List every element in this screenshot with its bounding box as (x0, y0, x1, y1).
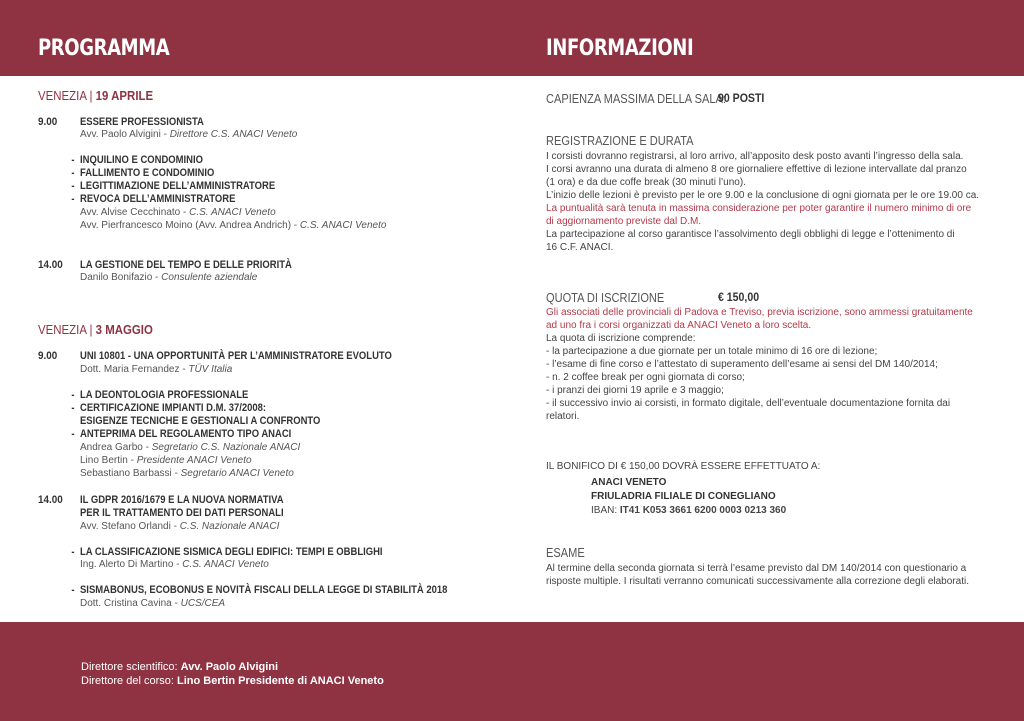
scientific-director: Direttore scientifico: Avv. Paolo Alvigini (81, 661, 279, 673)
fee-line: La quota di iscrizione comprende: (546, 333, 696, 344)
day1-slot2-topic-1: - INQUILINO E CONDOMINIO (80, 154, 203, 167)
day2-date: 3 MAGGIO (95, 322, 153, 337)
registration-line: L’inizio delle lezioni è previsto per le ore 9.00 e la conclusione di ogni giornata per le ore 19.00 ca. (546, 190, 980, 201)
programma-title: PROGRAMMA (38, 36, 170, 61)
day2-slot1-time: 9.00 (38, 350, 58, 362)
fee-line: - l’esame di fine corso e l’attestato di superamento dell’esame ai sensi del DM 140/2014; (546, 359, 938, 370)
registration-line: I corsi avranno una durata di almeno 8 ore giornaliere effettive di lezione intervallate dal pranzo (546, 164, 967, 175)
day1-city: VENEZIA (38, 88, 87, 103)
fee-note: Gli associati delle provinciali di Padova e Treviso, previa iscrizione, sono ammessi gratuitamente (546, 307, 973, 318)
day2-slot4-speaker: Ing. Alerto Di Martino - C.S. ANACI Veneto (80, 559, 269, 570)
iban-row (591, 505, 786, 517)
fee-line: - n. 2 coffee break per ogni giornata di corso; (546, 372, 745, 383)
day1-slot2-topic-2: - FALLIMENTO E CONDOMINIO (80, 167, 214, 180)
exam-line: Al termine della seconda giornata si terrà l’esame previsto dal DM 140/2014 con questionario a (546, 563, 967, 574)
day1-slot2-topic-4: - REVOCA DELL’AMMINISTRATORE (80, 193, 235, 206)
capacity-label: CAPIENZA MASSIMA DELLA SALA: (546, 91, 726, 106)
day2-slot1-speaker: Dott. Maria Fernandez - TÜV Italia (80, 364, 233, 375)
fee-line: relatori. (546, 411, 580, 422)
registration-line: (1 ora) e da due coffe break (30 minuti l’uno). (546, 177, 746, 188)
registration-line: I corsisti dovranno registrarsi, al loro arrivo, all’apposito desk posto avanti l’ingresso della sala. (546, 151, 964, 162)
registration-title: REGISTRAZIONE E DURATA (546, 133, 694, 148)
fee-line: - il successivo invio ai corsisti, in formato digitale, dell’eventuale documentazione fornita dai (546, 398, 951, 409)
day2-slot5-title: - SISMABONUS, ECOBONUS E NOVITÀ FISCALI DELLA LEGGE DI STABILITÀ 2018 (80, 584, 447, 597)
day2-slot5-speaker: Dott. Cristina Cavina - UCS/CEA (80, 598, 226, 609)
registration-note: La puntualità sarà tenuta in massima considerazione per poter garantire il numero minimo di ore (546, 203, 972, 214)
iban-label: IBAN: (591, 505, 618, 516)
fee-title: QUOTA DI ISCRIZIONE (546, 290, 665, 305)
registration-note: di aggiornamento previste dal D.M. (546, 216, 702, 227)
day2-slot3-title-2: PER IL TRATTAMENTO DEI DATI PERSONALI (80, 507, 284, 519)
course-director: Direttore del corso: Lino Bertin Presidente di ANACI Veneto (81, 675, 384, 687)
fee-line: - i pranzi dei giorni 19 aprile e 3 maggio; (546, 385, 724, 396)
day2-slot3-speaker: Avv. Stefano Orlandi - C.S. Nazionale ANACI (80, 521, 280, 532)
day2-slot2-speaker-3: Sebastiano Barbassi - Segretario ANACI Veneto (80, 468, 294, 479)
day2-slot3-time: 14.00 (38, 494, 63, 506)
exam-line: risposte multiple. I risultati verranno comunicati successivamente alla correzione degli elaborati. (546, 576, 969, 587)
day1-date: 19 APRILE (95, 88, 154, 103)
day1-slot2-speaker-2: Avv. Pierfrancesco Moino (Avv. Andrea Andrich) - C.S. ANACI Veneto (80, 220, 387, 231)
day1-heading: VENEZIA | 19 APRILE (38, 88, 154, 103)
day1-slot2-speaker-1: Avv. Alvise Cecchinato - C.S. ANACI Veneto (80, 207, 276, 218)
iban-value: IT41 K053 3661 6200 0003 0213 360 (619, 505, 787, 516)
transfer-bank: FRIULADRIA FILIALE DI CONEGLIANO (591, 491, 776, 502)
day2-slot4-title: - LA CLASSIFICAZIONE SISMICA DEGLI EDIFICI: TEMPI E OBBLIGHI (80, 546, 383, 559)
day1-slot1-title: ESSERE PROFESSIONISTA (80, 116, 204, 128)
transfer-title: IL BONIFICO DI € 150,00 DOVRÀ ESSERE EFFETTUATO A: (546, 461, 821, 472)
registration-line: La partecipazione al corso garantisce l’assolvimento degli obblighi di legge e l’ottenimento di (546, 229, 955, 240)
day1-slot3-title: LA GESTIONE DEL TEMPO E DELLE PRIORITÀ (80, 259, 292, 271)
day2-slot1-title: UNI 10801 - UNA OPPORTUNITÀ PER L’AMMINISTRATORE EVOLUTO (80, 350, 392, 362)
day2-heading: VENEZIA | 3 MAGGIO (38, 322, 153, 337)
fee-note: ad uno fra i corsi organizzati da ANACI Veneto a loro scelta. (546, 320, 812, 331)
transfer-name: ANACI VENETO (591, 477, 667, 488)
exam-title: ESAME (546, 545, 585, 560)
day1-slot3-speaker: Danilo Bonifazio - Consulente aziendale (80, 272, 258, 283)
day2-slot2-speaker-2: Lino Bertin - Presidente ANACI Veneto (80, 455, 252, 466)
day2-slot2-topic-1: - LA DEONTOLOGIA PROFESSIONALE (80, 389, 248, 402)
informazioni-title: INFORMAZIONI (546, 36, 694, 61)
day2-slot2-topic-2b: ESIGENZE TECNICHE E GESTIONALI A CONFRONTO (80, 415, 321, 427)
registration-line: 16 C.F. ANACI. (546, 242, 614, 253)
day1-slot1-speaker: Avv. Paolo Alvigini - Direttore C.S. ANACI Veneto (80, 129, 298, 140)
fee-value: € 150,00 (718, 290, 760, 304)
day2-slot2-topic-2a: - CERTIFICAZIONE IMPIANTI D.M. 37/2008: (80, 402, 266, 415)
day1-slot1-time: 9.00 (38, 116, 58, 128)
day2-slot2-speaker-1: Andrea Garbo - Segretario C.S. Nazionale ANACI (80, 442, 301, 453)
capacity-value: 90 POSTI (718, 91, 765, 105)
day2-slot3-title-1: IL GDPR 2016/1679 E LA NUOVA NORMATIVA (80, 494, 284, 506)
day1-slot2-topic-3: - LEGITTIMAZIONE DELL’AMMINISTRATORE (80, 180, 275, 193)
day1-slot3-time: 14.00 (38, 259, 63, 271)
day2-city: VENEZIA (38, 322, 87, 337)
day2-slot2-topic-3: - ANTEPRIMA DEL REGOLAMENTO TIPO ANACI (80, 428, 291, 441)
fee-line: - la partecipazione a due giornate per un totale minimo di 16 ore di lezione; (546, 346, 878, 357)
